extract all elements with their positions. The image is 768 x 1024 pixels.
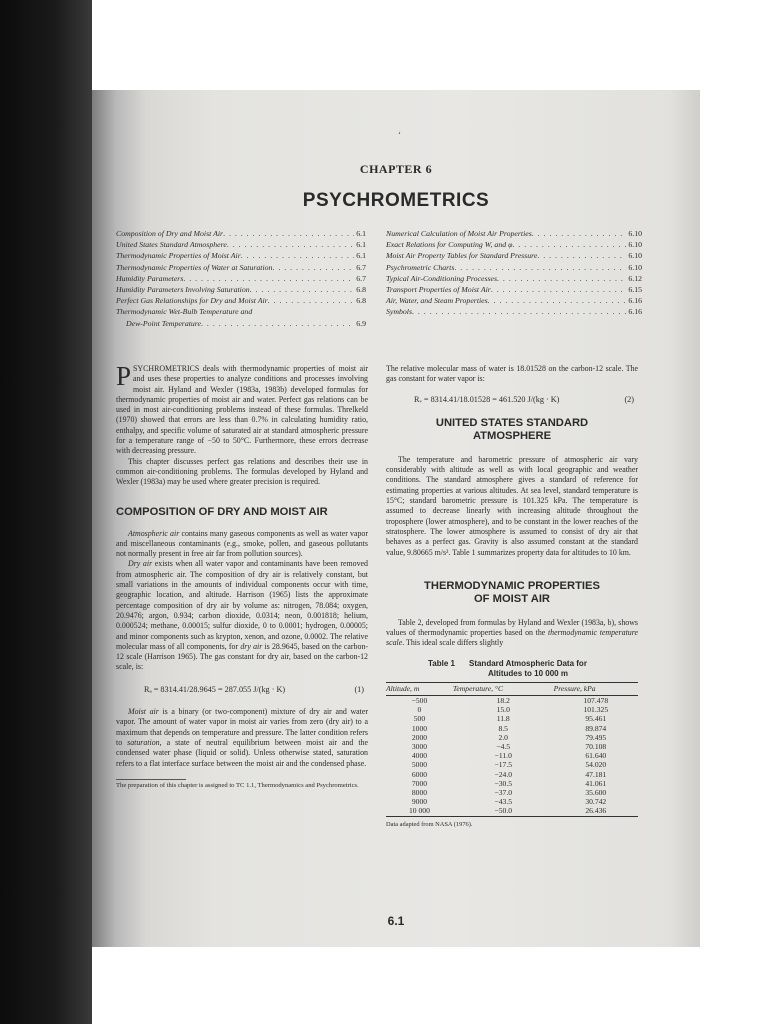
table-row: 1000 8.5 89.874 <box>411 723 607 733</box>
page-number: 6.1 <box>387 914 405 928</box>
table-header: Temperature, °C <box>453 682 554 695</box>
footnote: The preparation of this chapter is assigned to TC 1.1, Thermodynamics and Psychrometrics. <box>116 779 368 791</box>
section-heading-thermodynamic-properties: THERMODYNAMIC PROPERTIES OF MOIST AIR <box>424 579 600 605</box>
left-column <box>116 361 369 790</box>
toc-entry: Transport Properties of Moist Air . . . 6.15 <box>386 284 642 295</box>
table-row: 10 000 −50.0 26.436 <box>386 806 638 816</box>
paragraph-table2: Table 2, developed from formulas by Hyland and Wexler (1983a, b), shows values of thermodynamic properties based on the thermodynamic temperature scale. This ideal scale differs slightly <box>386 617 638 648</box>
table-row: 6000 −24.0 47.181 <box>411 769 607 779</box>
standard-atmosphere-table <box>386 682 638 817</box>
paragraph-moist-air: Moist air is a binary (or two-component) mixture of dry air and water vapor. The amount of water vapor in moist air varies from zero (dry air) to a maximum that depends on temperature and pressure. The latter condition refers to saturation, a state of neutral equilibrium between moist air and the condensed water phase (liquid or solid). Unless otherwise stated, saturation refers to a flat interface surface between the moist air and the condensed phase. <box>116 707 368 768</box>
table-row: 0 15.0 101.325 <box>417 705 609 715</box>
toc-entry: Moist Air Property Tables for Standard Pressure . . . 6.10 <box>386 250 642 261</box>
paragraph-water-mass: The relative molecular mass of water is 18.01528 on the carbon-12 scale. The gas constant for water vapor is: <box>386 364 638 384</box>
table-row: 8000 −37.0 35.600 <box>411 788 607 798</box>
section-heading-standard-atmosphere: UNITED STATES STANDARD ATMOSPHERE <box>435 416 589 442</box>
toc-entry: Thermodynamic Wet-Bulb Temperature and <box>116 307 253 317</box>
table-row: 500 11.8 95.461 <box>413 714 607 724</box>
toc-entry: Humidity Parameters . . . 6.7 <box>116 273 366 284</box>
table-header: Pressure, kPa <box>554 682 638 695</box>
toc-left <box>116 228 366 329</box>
table-1 <box>386 659 638 830</box>
table-source-note: Data adapted from NASA (1976). <box>386 820 473 828</box>
toc-entry: Exact Relations for Computing W, and φ . . . 6.10 <box>386 239 642 250</box>
table-row: −500 18.2 107.478 <box>411 696 609 706</box>
toc-entry: Typical Air-Conditioning Processes . . . 6.12 <box>386 273 642 284</box>
table-row: 4000 −11.0 61.640 <box>411 751 607 761</box>
paragraph-atmospheric-air: Atmospheric air contains many gaseous components as well as water vapor and miscellaneous contaminants (e.g., smoke, pollen, and gaseous pollutants not normally present in free air far from pollution sources). <box>116 528 368 559</box>
toc-entry: Composition of Dry and Moist Air . . . 6.1 <box>116 228 366 239</box>
toc-entry: Perfect Gas Relationships for Dry and Moist Air . . . 6.8 <box>116 295 366 306</box>
table-row: 5000 −17.5 54.020 <box>411 760 607 770</box>
table-row: 9000 −43.5 30.742 <box>411 797 607 807</box>
toc-entry: Air, Water, and Steam Properties . . . 6.16 <box>386 295 642 306</box>
toc-entry: Numerical Calculation of Moist Air Properties . . . 6.10 <box>386 228 642 239</box>
table-header: Altitude, m <box>386 682 453 695</box>
toc-entry: Psychrometric Charts . . . 6.10 <box>386 262 642 273</box>
intro-paragraph-2: This chapter discusses perfect gas relations and describes their use in common air-conditioning problems. The formulas developed by Hyland and Wexler (1983a) may be used where greater precision is required. <box>116 456 368 487</box>
chapter-label: CHAPTER 6 <box>359 162 433 176</box>
toc-entry: Thermodynamic Properties of Moist Air . . . 6.1 <box>116 250 366 261</box>
table-row: 2000 2.0 79.495 <box>411 732 607 742</box>
table-row: 3000 −4.5 70.108 <box>411 742 607 752</box>
scan-mark: ‘ <box>398 130 401 140</box>
equation-2: Rᵥ = 8314.41/18.01528 = 461.520 J/(kg · K) (2) <box>414 394 634 404</box>
toc-right <box>386 228 642 318</box>
equation-1: Rₐ = 8314.41/28.9645 = 287.055 J/(kg · K) (1) <box>144 684 364 694</box>
drop-cap: P <box>116 361 132 391</box>
right-column <box>386 364 638 830</box>
paragraph-dry-air: Dry air exists when all water vapor and contaminants have been removed from atmospheric air. The composition of dry air is relatively constant, but small variations in the amounts of individual components occur with time, geographic location, and altitude. Harrison (1965) lists the approximate percentage composition of dry air by volume as: nitrogen, 78.084; oxygen, 20.9476; argon, 0.934; carbon dioxide, 0.0314; neon, 0.001818; helium, 0.000524; methane, 0.00015; sulfur dioxide, 0 to 0.0001; hydrogen, 0.00005; and minor components such as krypton, xenon, and ozone, 0.0002. The relative molecular mass of all components, for dry air is 28.9645, based on the carbon-12 scale (Harrison 1965). The gas constant for dry air, based on the carbon-12 scale, is: <box>116 559 369 672</box>
toc-entry: United States Standard Atmosphere . . . 6.1 <box>116 239 366 250</box>
book-spine-shadow <box>0 0 92 1024</box>
toc-entry: Dew-Point Temperature . . . 6.9 <box>116 318 366 329</box>
section-heading-composition: COMPOSITION OF DRY AND MOIST AIR <box>116 505 328 518</box>
toc-entry: Humidity Parameters Involving Saturation . . . 6.8 <box>116 284 366 295</box>
book-page <box>92 90 700 947</box>
intro-paragraph: PSYCHROMETRICS deals with thermodynamic properties of moist air and uses these properties to analyze conditions and processes involving moist air. Hyland and Wexler (1983a, 1983b) developed formulas for thermodynamic properties of moist air and water. Perfect gas relations can be used in most air-conditioning problems instead of these formulas. Threlkeld (1970) showed that errors are less than 0.7% in calculating humidity ratio, enthalpy, and specific volume of saturated air at standard atmospheric pressure for a temperature range of −50 to 50°C. Furthermore, these errors decrease with decreasing pressure. <box>116 361 368 456</box>
toc-entry: Symbols . . . 6.16 <box>386 306 642 317</box>
table-row: 7000 −30.5 41.061 <box>411 778 607 788</box>
toc-entry: Thermodynamic Properties of Water at Saturation . . . 6.7 <box>116 262 366 273</box>
table-caption: Table 1 Standard Atmospheric Data for Altitudes to 10 000 m <box>428 658 587 678</box>
margin-right <box>700 90 768 947</box>
chapter-title: PSYCHROMETRICS <box>302 190 490 211</box>
paragraph-standard-atmosphere: The temperature and barometric pressure of atmospheric air vary considerably with altitude as well as with local geographic and weather conditions. The standard atmosphere gives a standard of reference for estimating properties at various altitudes. At sea level, standard temperature is 15°C; standard barometric pressure is 101.325 kPa. The temperature is assumed to decrease linearly with increasing altitude throughout the troposphere (lower atmosphere), and to be constant in the lower reaches of the stratosphere. The lower atmosphere is assumed to consist of dry air that behaves as a perfect gas. Gravity is also assumed constant at the standard value, 9.80665 m/s². Table 1 summarizes property data for altitudes to 10 km. <box>386 454 638 557</box>
